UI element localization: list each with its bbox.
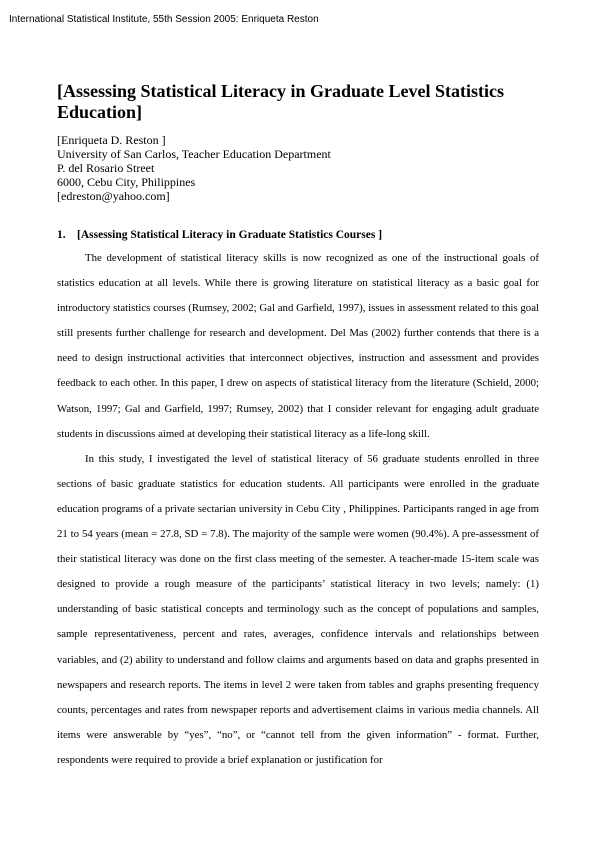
author-name: [Enriqueta D. Reston ] — [57, 133, 166, 147]
section-body — [57, 246, 539, 773]
running-head: International Statistical Institute, 55th Session 2005: Enriqueta Reston — [9, 14, 319, 25]
author-street: P. del Rosario Street — [57, 161, 155, 175]
body-paragraph: In this study, I investigated the level of statistical literacy of 56 graduate students enrolled in three sections of basic graduate statistics for education students. All participants were enrolled in the graduate education programs of a private sectarian university in Cebu City , Philippines. Participants ranged in age from 21 to 54 years (mean = 27.8, SD = 7.8). The majority of the sample were women (90.4%). A pre-assessment of their statistical literacy was done on the first class meeting of the semester. A teacher-made 15-item scale was designed to provide a rough measure of the participants’ statistical literacy in two levels; namely: (1) understanding of basic statistical concepts and terminology such as the concept of populations and samples, sample representativeness, percent and rates, averages, confidence intervals and relationships between variables, and (2) ability to understand and follow claims and arguments based on data and graphs presented in newspapers and research reports. The items in level 2 were taken from tables and graphs presenting frequency counts, percentages and rates from newspaper reports and advertisement claims in various media channels. All items were answerable by “yes”, “no”, or “cannot tell from the given information” - format. Further, respondents were required to provide a brief explanation or justification for — [57, 452, 539, 766]
section-title: [Assessing Statistical Literacy in Graduate Statistics Courses ] — [77, 229, 383, 241]
author-email: [edreston@yahoo.com] — [57, 189, 170, 203]
section-heading — [57, 228, 537, 242]
author-block — [57, 133, 537, 203]
author-city: 6000, Cebu City, Philippines — [57, 175, 196, 189]
author-affiliation: University of San Carlos, Teacher Education Department — [57, 147, 331, 161]
body-paragraph: The development of statistical literacy skills is now recognized as one of the instructional goals of statistics education at all levels. While there is growing literature on statistical literacy as a basic goal for introductory statistics courses (Rumsey, 2002; Gal and Garfield, 1997), issues in assessment related to this goal still presents further challenge for research and development. Del Mas (2002) further contends that there is a need to design instructional activities that interconnect objectives, instruction and assessment and provides feedback to each other. In this paper, I drew on aspects of statistical literacy from the literature (Schield, 2000; Watson, 1997; Gal and Garfield, 1997; Rumsey, 2002) that I consider relevant for engaging adult graduate students in discussions aimed at developing their statistical literacy as a life-long skill. — [57, 252, 539, 440]
paper-title: [Assessing Statistical Literacy in Graduate Level Statistics Education] — [57, 81, 504, 122]
section-number: 1. — [57, 229, 66, 241]
